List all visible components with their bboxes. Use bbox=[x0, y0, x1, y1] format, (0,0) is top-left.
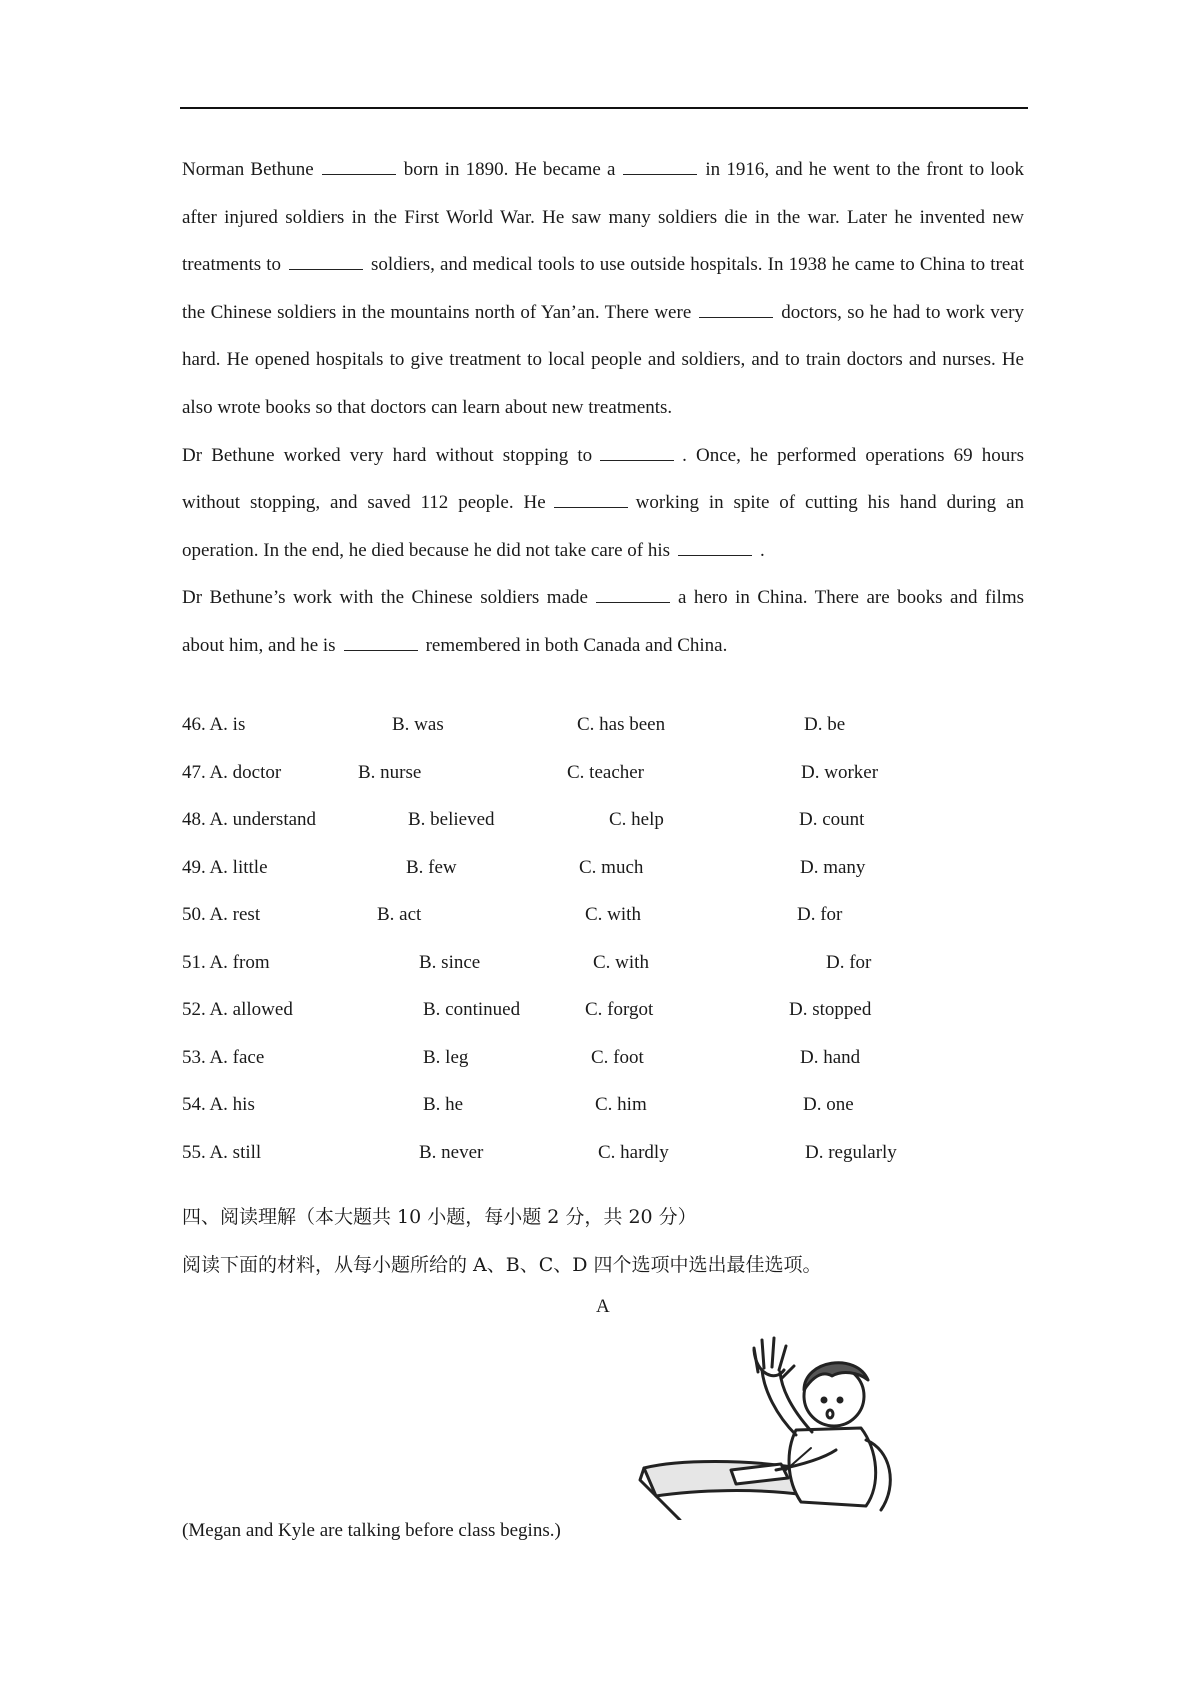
option-a: 54. A. his bbox=[182, 1094, 255, 1115]
option-d: D. hand bbox=[800, 1046, 861, 1068]
option-c: C. has been bbox=[577, 714, 666, 735]
option-c: C. much bbox=[579, 856, 644, 878]
passage-text: . Once, he performed operations 69 hours without stopping, and saved 112 people. He bbox=[182, 444, 1024, 514]
passage-text: Dr Bethune worked very hard without stopping to bbox=[182, 444, 593, 466]
option-a: 49. A. little bbox=[182, 856, 268, 878]
option-b: B. was bbox=[392, 714, 444, 735]
option-a: 47. A. doctor bbox=[182, 761, 282, 783]
option-b: B. never bbox=[419, 1141, 484, 1163]
option-a: 48. A. understand bbox=[182, 809, 317, 830]
option-b: B. he bbox=[423, 1094, 464, 1115]
blank-53 bbox=[596, 587, 670, 603]
option-c: C. hardly bbox=[598, 1141, 669, 1163]
option-d: D. for bbox=[826, 951, 872, 973]
blank-50 bbox=[600, 445, 674, 461]
option-c: C. with bbox=[593, 951, 649, 973]
passage-text: doctors, so he had to work very hard. He opened hospitals to give treatment to local people and soldiers, and to train doctors and nurses. He also wrote books so that doctors can learn about new treatments. bbox=[182, 301, 1025, 418]
option-d: D. worker bbox=[801, 761, 879, 783]
option-b: B. continued bbox=[423, 999, 521, 1020]
blank-54 bbox=[344, 635, 418, 651]
passage-text: born in 1890. He became a bbox=[403, 159, 616, 180]
option-b: B. believed bbox=[408, 809, 495, 830]
option-c: C. with bbox=[585, 904, 641, 925]
option-d: D. stopped bbox=[789, 999, 872, 1020]
option-a: 53. A. face bbox=[182, 1046, 265, 1068]
passage-text: in 1916, and he went to the front to look after injured soldiers in the First World War. He saw many soldiers die in the war. Later he invented new treatments to bbox=[182, 159, 1025, 276]
dialogue-caption: (Megan and Kyle are talking before class begins.) bbox=[182, 1520, 561, 1541]
option-d: D. regularly bbox=[805, 1141, 897, 1163]
blank-46 bbox=[322, 159, 396, 175]
option-c: C. help bbox=[609, 809, 664, 830]
option-b: B. few bbox=[406, 856, 457, 878]
passage-text: remembered in both Canada and China. bbox=[425, 634, 728, 656]
option-b: B. since bbox=[419, 951, 481, 973]
blank-47 bbox=[623, 159, 697, 175]
option-b: B. act bbox=[377, 904, 422, 925]
option-d: D. count bbox=[799, 809, 865, 830]
option-a: 46. A. is bbox=[182, 714, 246, 735]
option-d: D. for bbox=[797, 904, 843, 925]
blank-51 bbox=[554, 492, 628, 508]
blank-49 bbox=[699, 302, 773, 318]
option-a: 52. A. allowed bbox=[182, 999, 293, 1020]
option-b: B. nurse bbox=[358, 761, 422, 783]
option-a: 51. A. from bbox=[182, 951, 270, 973]
option-c: C. forgot bbox=[585, 999, 654, 1020]
blank-48 bbox=[289, 254, 363, 270]
option-d: D. many bbox=[800, 856, 866, 878]
passage-text: Dr Bethune’s work with the Chinese soldiers made bbox=[182, 587, 588, 609]
passage-paragraph-1 bbox=[182, 146, 1024, 432]
section-instruction: 阅读下面的材料，从每小题所给的 A、B、C、D 四个选项中选出最佳选项。 bbox=[182, 1254, 822, 1276]
passage-paragraph-3 bbox=[182, 574, 1024, 669]
passage-text: Norman Bethune bbox=[182, 159, 314, 180]
header-rule bbox=[180, 107, 1028, 109]
cloze-passage bbox=[182, 146, 1024, 670]
option-c: C. foot bbox=[591, 1046, 644, 1068]
boy-raising-hand-illustration bbox=[636, 1320, 906, 1525]
option-b: B. leg bbox=[423, 1046, 469, 1068]
option-c: C. teacher bbox=[567, 761, 645, 783]
passage-text: a hero in China. There are books and films about him, and he is bbox=[182, 587, 1024, 656]
blank-52 bbox=[678, 540, 752, 556]
option-a: 55. A. still bbox=[182, 1141, 262, 1163]
option-d: D. one bbox=[803, 1094, 854, 1115]
passage-paragraph-2 bbox=[182, 432, 1024, 575]
part-label: A bbox=[596, 1296, 610, 1317]
passage-text: soldiers, and medical tools to use outside hospitals. In 1938 he came to China to treat the Chinese soldiers in the mountains north of Yan’an. There were bbox=[182, 254, 1024, 323]
illustration-svg bbox=[636, 1320, 906, 1520]
passage-text: . bbox=[760, 539, 765, 561]
option-a: 50. A. rest bbox=[182, 904, 261, 925]
section-heading: 四、阅读理解（本大题共 10 小题，每小题 2 分，共 20 分） bbox=[182, 1206, 697, 1228]
passage-text: working in spite of cutting his hand during an operation. In the end, he died because he did not take care of his bbox=[182, 492, 1024, 561]
option-d: D. be bbox=[804, 714, 846, 735]
option-c: C. him bbox=[595, 1094, 647, 1115]
